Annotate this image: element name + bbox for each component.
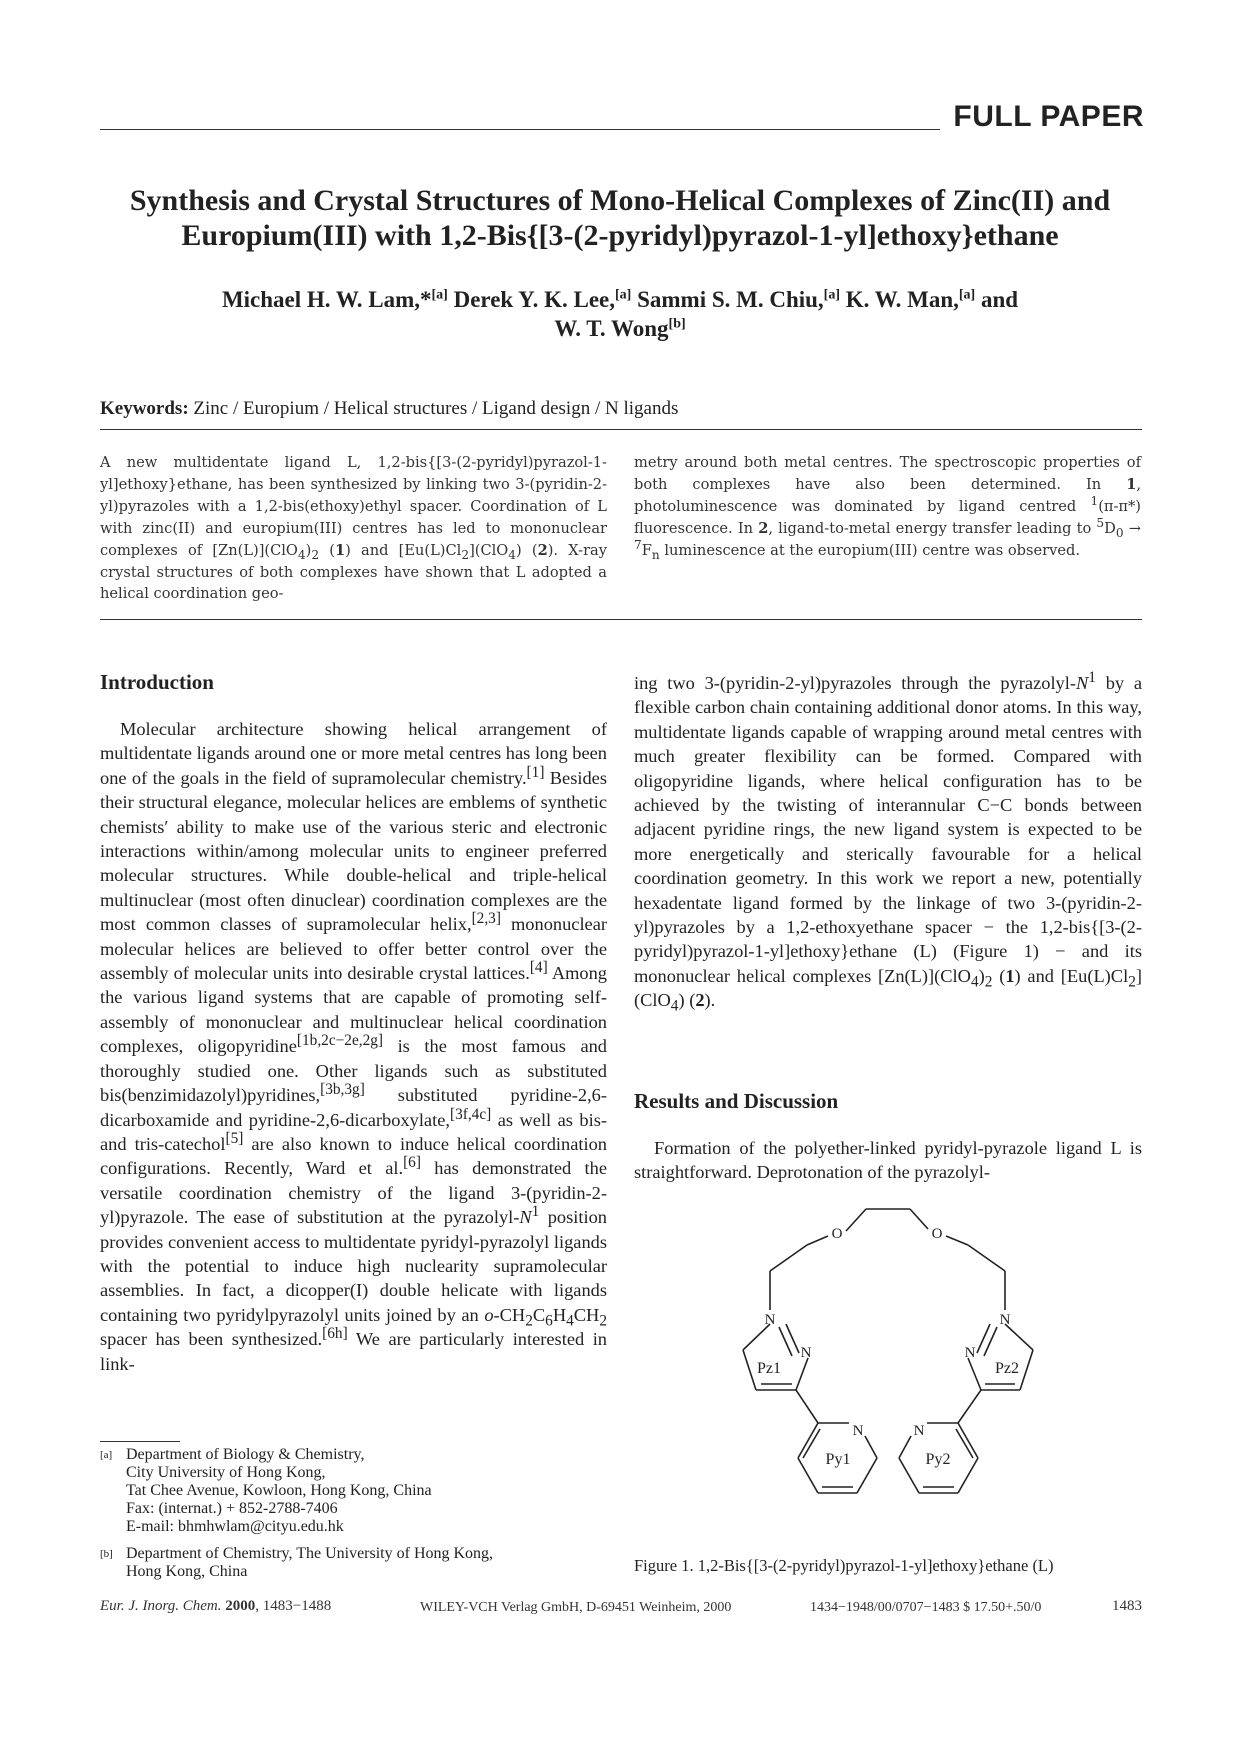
footer-issn: 1434−1948/00/0707−1483 $ 17.50+.50/0 — [810, 1600, 1042, 1615]
author-affiliation: [a] — [431, 287, 448, 303]
atom-label-n5: N — [852, 1423, 864, 1439]
atom-label-n2: N — [800, 1345, 812, 1361]
body-column-right-top: ing two 3-(pyridin-2-yl)pyrazoles through the pyrazolyl-$N^1$ by a flexible carbon chain containing additional donor atoms. In this way, multidentate ligands capable of wrapping around metal centres with much greater flexibility can be formed. Compared with oligopyridine ligands, where helical configuration has to be achieved by the twisting of interannular C−C bonds between adjacent pyridine rings, the new ligand system is expected to be more energetically and sterically favourable for a helical coordination geometry. In this work we report a new, potentially hexadentate ligand formed by the linkage of two 3-(pyridin-2-yl)pyrazoles by a 1,2-ethoxyethane spacer − the 1,2-bis{[3-(2-pyridyl)pyrazol-1-yl]ethoxy}ethane (L) (Figure 1) − and its mononuclear helical complexes $[Zn(L)](ClO_4)_2$ (1) and $[Eu(L)Cl_2](ClO_4)$ (2). — [634, 668, 1143, 1015]
footer-citation — [100, 1598, 331, 1615]
footer-pages: , 1483−1488 — [255, 1598, 332, 1614]
footnote-a-mark: [a] — [100, 1449, 113, 1461]
author-name: Derek Y. K. Lee, — [453, 287, 615, 312]
author-affiliation: [a] — [958, 287, 976, 303]
author-name: Michael H. W. Lam,* — [221, 287, 432, 312]
atom-label-n6: N — [913, 1423, 925, 1439]
section-heading-results: Results and Discussion — [634, 1089, 839, 1113]
atom-label-o2: O — [931, 1226, 943, 1242]
footnote-a-line: City University of Hong Kong, — [126, 1464, 326, 1481]
footer-page-number: 1483 — [1112, 1598, 1142, 1614]
author-line-1 — [60, 285, 1180, 314]
header-rule — [100, 129, 940, 130]
footnote-a-line: Tat Chee Avenue, Kowloon, Hong Kong, China — [126, 1482, 432, 1499]
footnote-b-line: Department of Chemistry, The University of Hong Kong, — [126, 1545, 494, 1562]
author-name: K. W. Man, — [845, 287, 959, 312]
ring-label-pz1: Pz1 — [757, 1360, 781, 1377]
keywords — [100, 398, 678, 420]
paper-title — [60, 183, 1180, 253]
author-affiliation: [a] — [823, 287, 840, 303]
footer-year: 2000 — [225, 1598, 256, 1614]
ring-label-py1: Py1 — [825, 1451, 851, 1468]
footnote-b — [100, 1545, 493, 1581]
abstract-left: A new multidentate ligand L, 1,2-bis{[3-(2-pyridyl)pyrazol-1-yl]ethoxy}ethane, has been synthesized by linking two 3-(pyridin-2-yl)pyrazoles with a 1,2-bis(ethoxy)ethyl spacer. Coordination of L with zinc(II) and europium(III) centres has led to mononuclear complexes of $[Zn(L)](ClO_4)_2$ (1) and $[Eu(L)Cl_2](ClO_4)$ (2). X-ray crystal structures of both complexes have shown that L adopted a helical coordination geo- — [100, 454, 607, 603]
atom-label-n4: N — [964, 1345, 976, 1361]
footer-publisher: WILEY-VCH Verlag GmbH, D-69451 Weinheim, 2000 — [420, 1600, 732, 1615]
title-line-1: Synthesis and Crystal Structures of Mono-Helical Complexes of Zinc(II) and — [129, 184, 1111, 217]
footnote-a — [100, 1446, 432, 1536]
ring-label-py2: Py2 — [925, 1451, 951, 1468]
abstract-bottom-rule — [100, 619, 1142, 620]
author-conjunction: and — [980, 287, 1019, 312]
atom-label-o1: O — [831, 1226, 843, 1242]
abstract-top-rule — [100, 429, 1142, 430]
body-column-left: Molecular architecture showing helical arrangement of multidentate ligands around one or more metal centres has long been one of the goals in the field of supramolecular chemistry.[1] Besides their structural elegance, molecular helices are emblems of synthetic chemists′ ability to make use of the various steric and electronic interactions within/among molecular units to engineer preferred molecular structures. While double-helical and triple-helical multinuclear (most often dinuclear) coordination complexes are the most common classes of supramolecular helix,[2,3] mononuclear molecular helices are believed to offer better control over the assembly of molecular units into desirable crystal lattices.[4] Among the various ligand systems that are capable of promoting self-assembly of mononuclear and multinuclear helical coordination complexes, oligopyridine[1b,2c−2e,2g] is the most famous and thoroughly studied one. Other ligands such as substituted bis(benzimidazolyl)pyridines,[3b,3g] substituted pyridine-2,6-dicarboxamide and pyridine-2,6-dicarboxylate,[3f,4c] as well as bis- and tris-catechol[5] are also known to induce helical coordination configurations. Recently, Ward et al.[6] has demonstrated the versatile coordination chemistry of the ligand 3-(pyridin-2-yl)pyrazole. The ease of substitution at the pyrazolyl-$N^1$ position provides convenient access to multidentate pyridyl-pyrazolyl ligands with the potential to induce high nuclearity supramolecular assemblies. In fact, a dicopper(I) double helicate with ligands containing two pyridylpyrazolyl units joined by an $o-CH_2C_6H_4CH_2$ spacer has been synthesized.[6h] We are particularly interested in link- — [100, 719, 608, 1374]
section-heading-introduction: Introduction — [100, 670, 214, 694]
ring-label-pz2: Pz2 — [995, 1360, 1019, 1377]
figure-1-caption: Figure 1. 1,2-Bis{[3-(2-pyridyl)pyrazol-1-yl]ethoxy}ethane (L) — [634, 1556, 1054, 1575]
keywords-text: Zinc / Europium / Helical structures / Ligand design / N ligands — [193, 398, 679, 419]
author-affiliation: [b] — [668, 316, 686, 332]
atom-label-n3: N — [999, 1312, 1011, 1328]
figure-1-structure — [700, 1193, 1100, 1543]
author-line-2 — [60, 314, 1180, 343]
atom-label-n1: N — [764, 1312, 776, 1328]
title-line-2: Europium(III) with 1,2-Bis{[3-(2-pyridyl)pyrazol-1-yl]ethoxy}ethane — [181, 219, 1059, 252]
footnote-b-mark: [b] — [100, 1548, 113, 1560]
author-name: W. T. Wong — [554, 316, 669, 341]
keywords-label: Keywords: — [100, 398, 189, 419]
author-list — [60, 285, 1180, 343]
author-name: Sammi S. M. Chiu, — [637, 287, 824, 312]
section-label: FULL PAPER — [953, 100, 1144, 133]
abstract-right: metry around both metal centres. The spectroscopic properties of both complexes have also been determined. In 1, photoluminescence was dominated by ligand centred $^1$(π-π*) fluorescence. In 2, ligand-to-metal energy transfer leading to $^5D_0 \to ^7F_n$ luminescence at the europium(III) centre was observed. — [634, 454, 1141, 562]
footnote-a-line: Fax: (internat.) + 852-2788-7406 — [126, 1500, 338, 1517]
footnote-rule — [100, 1441, 180, 1442]
footnote-a-email: E-mail: bhmhwlam@cityu.edu.hk — [126, 1518, 344, 1535]
footnote-b-line: Hong Kong, China — [126, 1563, 248, 1580]
footnote-a-line: Department of Biology & Chemistry, — [126, 1446, 365, 1463]
footer-journal: Eur. J. Inorg. Chem. — [100, 1598, 222, 1614]
author-affiliation: [a] — [615, 287, 632, 303]
body-column-right-bottom: Formation of the polyether-linked pyridyl-pyrazole ligand L is straightforward. Deprotonation of the pyrazolyl- — [634, 1138, 1142, 1183]
